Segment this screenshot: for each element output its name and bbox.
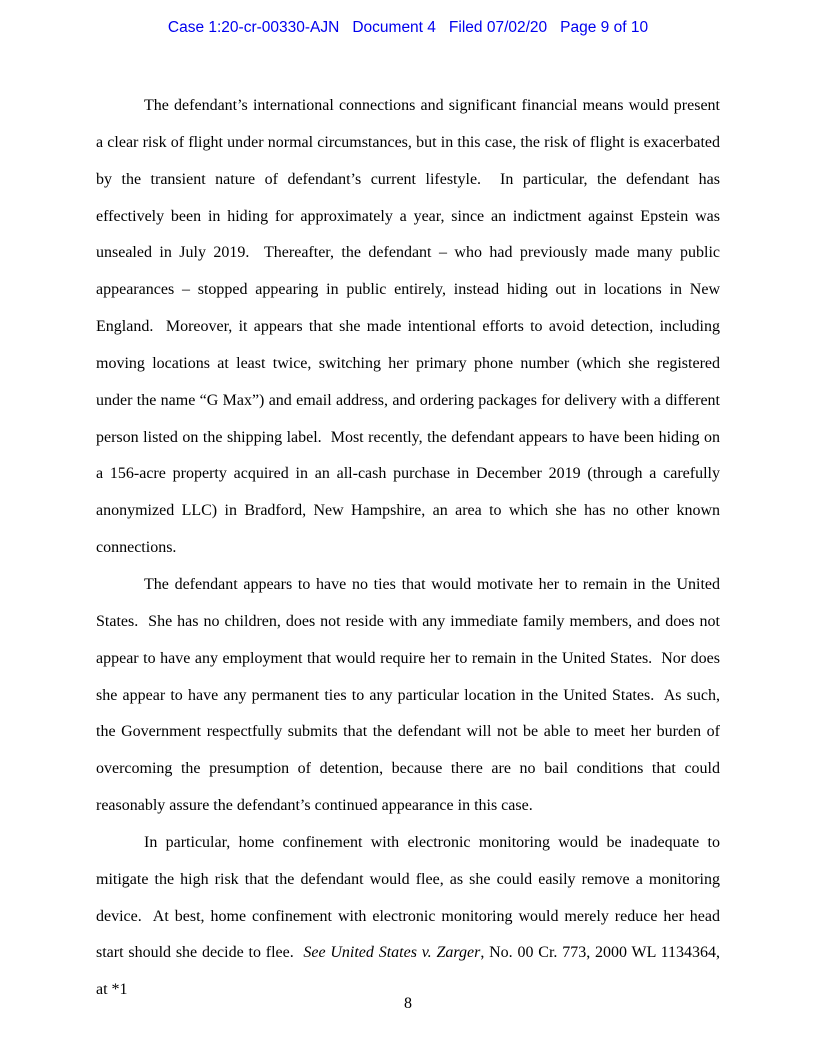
document-number: Document 4 — [352, 19, 436, 36]
paragraph-text-segment: In particular, home confinement with electronic monitoring would be inadequate to mitigate the high risk that the defendant would flee, as she could easily remove a monitoring device. At best, home confinement with electronic monitoring would merely reduce her head start should she decide to flee. — [96, 833, 724, 962]
ecf-stamp-header — [0, 19, 816, 37]
paragraph-flight-risk: The defendant’s international connections and significant financial means would present a clear risk of flight under normal circumstances, but in this case, the risk of flight is exacerbated by the transient nature of defendant’s current lifestyle. In particular, the defendant has effectively been in hiding for approximately a year, since an indictment against Epstein was unsealed in July 2019. Thereafter, the defendant – who had previously made many public appearances – stopped appearing in public entirely, instead hiding out in locations in New England. Moreover, it appears that she made intentional efforts to avoid detection, including moving locations at least twice, switching her primary phone number (which she registered under the name “G Max”) and email address, and ordering packages for delivery with a different person listed on the shipping label. Most recently, the defendant appears to have been hiding on a 156-acre property acquired in an all-cash purchase in December 2019 (through a carefully anonymized LLC) in Bradford, New Hampshire, an area to which she has no other known connections. — [96, 97, 724, 557]
page-number: 8 — [404, 995, 412, 1012]
filed-date: Filed 07/02/20 — [448, 19, 548, 36]
page-indicator: Page 9 of 10 — [560, 19, 649, 36]
citation-reporter-segment: , No. 00 Cr. 773, 2000 WL 1134364, at *1 — [96, 944, 725, 999]
case-citation: See United States v. Zarger — [303, 944, 481, 962]
paragraph-no-ties: The defendant appears to have no ties that would motivate her to remain in the United States. She has no children, does not reside with any immediate family members, and does not appear to have any employment that would require her to remain in the United States. Nor does she appear to have any permanent ties to any particular location in the United States. As such, the Government respectfully submits that the defendant will not be able to meet her burden of overcoming the presumption of detention, because there are no bail conditions that could reasonably assure the defendant’s continued appearance in this case. — [96, 575, 724, 815]
paragraph-home-confinement — [96, 825, 725, 1009]
case-number: Case 1:20-cr-00330-AJN — [167, 19, 340, 36]
document-body — [96, 88, 725, 1009]
